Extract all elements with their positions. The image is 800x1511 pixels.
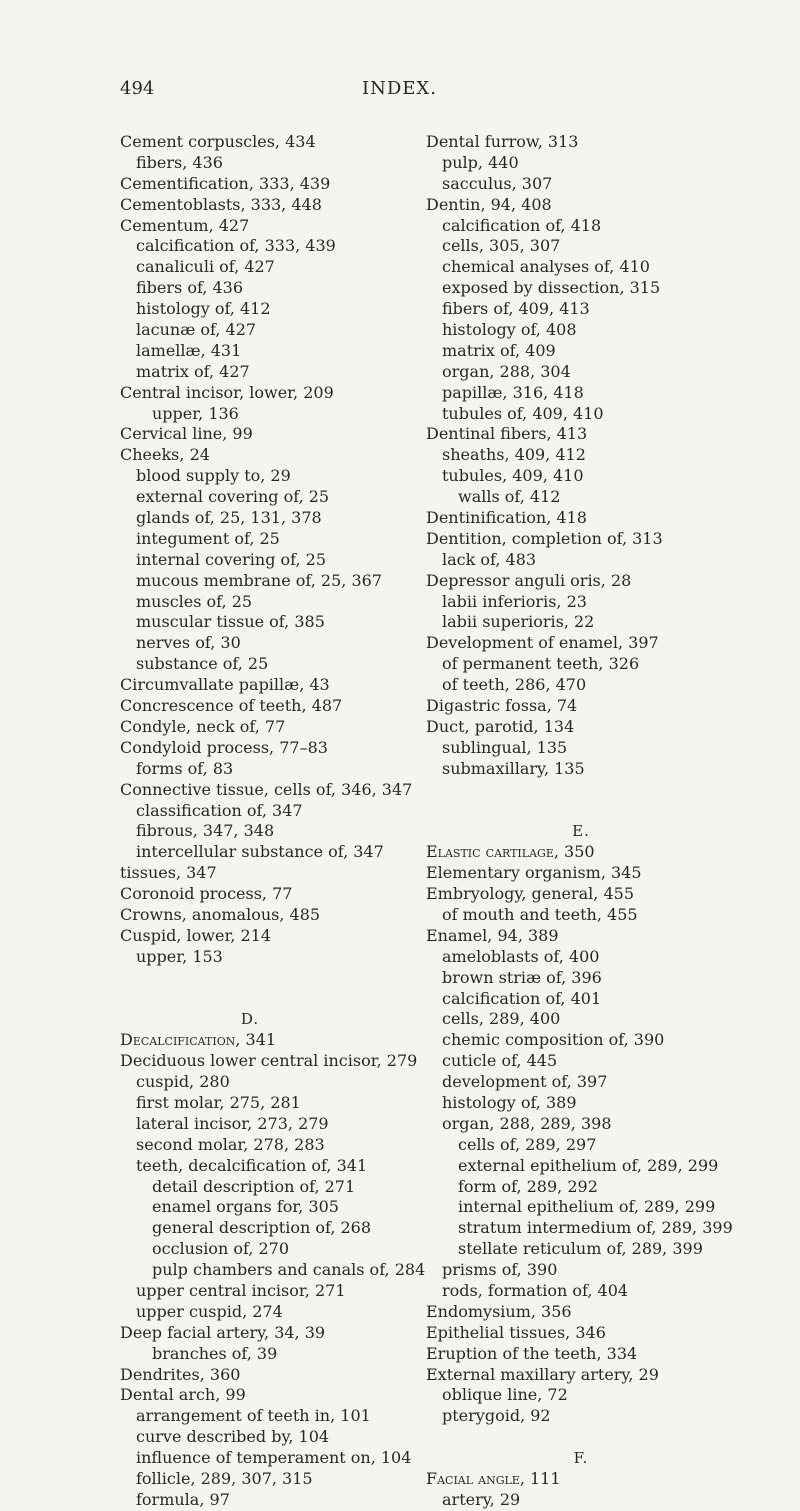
index-entry: Circumvallate papillæ, 43 xyxy=(120,675,330,695)
index-subentry: formula, 97 xyxy=(136,1489,230,1509)
index-subentry: first molar, 275, 281 xyxy=(136,1092,301,1112)
index-subentry: lacunæ of, 427 xyxy=(136,320,257,340)
index-entry: Cheeks, 24 xyxy=(120,445,210,465)
index-entry: Dentin, 94, 408 xyxy=(426,194,552,214)
section-spacer xyxy=(426,1427,746,1448)
index-subentry: organ, 288, 289, 398 xyxy=(442,1113,612,1133)
index-entry: Cervical line, 99 xyxy=(120,424,253,444)
index-subentry: lamellæ, 431 xyxy=(136,340,242,360)
index-subentry: labii inferioris, 23 xyxy=(442,591,587,611)
index-entry: Cementoblasts, 333, 448 xyxy=(120,194,322,214)
index-subentry: internal epithelium of, 289, 299 xyxy=(458,1197,716,1217)
index-subentry: detail description of, 271 xyxy=(152,1176,356,1196)
index-entry: Development of enamel, 397 xyxy=(426,633,659,653)
index-subentry: of permanent teeth, 326 xyxy=(442,654,640,674)
index-entry: Connective tissue, cells of, 346, 347 xyxy=(120,779,413,799)
index-entry: Endomysium, 356 xyxy=(426,1301,572,1321)
index-entry: Elementary organism, 345 xyxy=(426,863,642,883)
index-subentry: fibrous, 347, 348 xyxy=(136,821,275,841)
index-subentry: internal covering of, 25 xyxy=(136,549,327,569)
index-entry: Crowns, anomalous, 485 xyxy=(120,904,321,924)
index-subentry: fibers of, 409, 413 xyxy=(442,299,590,319)
index-entry: Duct, parotid, 134 xyxy=(426,716,575,736)
index-subentry: fibers of, 436 xyxy=(136,278,244,298)
page-number: 494 xyxy=(120,78,155,99)
index-subentry: second molar, 278, 283 xyxy=(136,1134,325,1154)
index-subentry: nerves of, 30 xyxy=(136,633,241,653)
index-subentry: cuticle of, 445 xyxy=(442,1051,558,1071)
index-column-right xyxy=(426,132,746,1511)
index-subentry: matrix of, 427 xyxy=(136,361,250,381)
index-subentry: of teeth, 286, 470 xyxy=(442,675,587,695)
index-entry: Elastic cartilage, 350 xyxy=(426,842,595,862)
index-subentry: oblique line, 72 xyxy=(442,1385,568,1405)
section-spacer xyxy=(426,780,746,822)
index-subentry: histology of, 412 xyxy=(136,299,271,319)
index-entry: Dentition, completion of, 313 xyxy=(426,528,663,548)
index-entry: Enamel, 94, 389 xyxy=(426,925,559,945)
index-subentry: cells, 305, 307 xyxy=(442,236,561,256)
index-subentry: classification of, 347 xyxy=(136,800,303,820)
index-entry: Dental arch, 99 xyxy=(120,1385,246,1405)
index-entry: Facial angle, 111 xyxy=(426,1469,561,1489)
index-subentry: cells of, 289, 297 xyxy=(458,1134,597,1154)
index-entry: Epithelial tissues, 346 xyxy=(426,1322,606,1342)
index-subentry: calcification of, 333, 439 xyxy=(136,236,336,256)
index-subentry: upper cuspid, 274 xyxy=(136,1301,283,1321)
index-subentry: form of, 289, 292 xyxy=(458,1176,598,1196)
index-entry: Dentinification, 418 xyxy=(426,508,587,528)
index-entry: Coronoid process, 77 xyxy=(120,884,293,904)
index-subentry: prisms of, 390 xyxy=(442,1260,558,1280)
index-subentry: lack of, 483 xyxy=(442,549,537,569)
index-subentry: arrangement of teeth in, 101 xyxy=(136,1406,371,1426)
index-subentry: ameloblasts of, 400 xyxy=(442,946,600,966)
index-subentry: forms of, 83 xyxy=(136,758,234,778)
index-subentry: calcification of, 401 xyxy=(442,988,602,1008)
index-entry: Deciduous lower central incisor, 279 xyxy=(120,1051,418,1071)
index-entry: Depressor anguli oris, 28 xyxy=(426,570,632,590)
index-subentry: intercellular substance of, 347 xyxy=(136,842,384,862)
index-entry: Dendrites, 360 xyxy=(120,1364,241,1384)
index-subentry: muscles of, 25 xyxy=(136,591,253,611)
index-subentry: external covering of, 25 xyxy=(136,487,330,507)
index-entry: Embryology, general, 455 xyxy=(426,884,634,904)
index-subentry: stratum intermedium of, 289, 399 xyxy=(458,1218,733,1238)
index-entry: Eruption of the teeth, 334 xyxy=(426,1343,638,1363)
index-subentry: calcification of, 418 xyxy=(442,215,602,235)
index-subentry: mucous membrane of, 25, 367 xyxy=(136,570,382,590)
index-subentry: follicle, 289, 307, 315 xyxy=(136,1469,313,1489)
index-subentry: cuspid, 280 xyxy=(136,1072,230,1092)
index-subentry: integument of, 25 xyxy=(136,528,280,548)
index-subentry: chemic composition of, 390 xyxy=(442,1030,665,1050)
index-subentry: brown striæ of, 396 xyxy=(442,967,602,987)
index-subentry: sheaths, 409, 412 xyxy=(442,445,586,465)
index-subentry: blood supply to, 29 xyxy=(136,466,291,486)
index-subentry: pterygoid, 92 xyxy=(442,1406,551,1426)
index-subentry: tubules, 409, 410 xyxy=(442,466,584,486)
index-subentry: external epithelium of, 289, 299 xyxy=(458,1155,719,1175)
index-subentry: artery, 29 xyxy=(442,1489,521,1509)
index-subentry: histology of, 389 xyxy=(442,1092,577,1112)
index-subentry: sacculus, 307 xyxy=(442,173,553,193)
index-subentry: development of, 397 xyxy=(442,1072,608,1092)
section-heading: E. xyxy=(572,822,590,841)
index-entry: Cement corpuscles, 434 xyxy=(120,132,316,151)
index-subentry: occlusion of, 270 xyxy=(152,1239,290,1259)
index-subentry: chemical analyses of, 410 xyxy=(442,257,650,277)
index-subentry: histology of, 408 xyxy=(442,320,577,340)
index-subentry: lateral incisor, 273, 279 xyxy=(136,1113,329,1133)
index-column-left xyxy=(120,132,426,1511)
index-entry: Concrescence of teeth, 487 xyxy=(120,696,343,716)
index-subentry: submaxillary, 135 xyxy=(442,758,585,778)
index-subentry: canaliculi of, 427 xyxy=(136,257,275,277)
index-entry: Condyloid process, 77–83 xyxy=(120,737,328,757)
index-entry: Decalcification, 341 xyxy=(120,1030,277,1050)
index-subentry: cells, 289, 400 xyxy=(442,1009,561,1029)
index-entry: Cementum, 427 xyxy=(120,215,250,235)
index-subentry: fibers, 436 xyxy=(136,152,223,172)
index-subentry: upper central incisor, 271 xyxy=(136,1281,346,1300)
index-entry: Cementification, 333, 439 xyxy=(120,173,331,193)
index-subentry: of mouth and teeth, 455 xyxy=(442,904,638,924)
index-entry: Dentinal fibers, 413 xyxy=(426,424,588,444)
index-entry: tissues, 347 xyxy=(120,863,217,883)
index-subentry: tubules of, 409, 410 xyxy=(442,403,604,423)
section-heading: F. xyxy=(573,1449,589,1468)
index-entry: Digastric fossa, 74 xyxy=(426,696,578,716)
index-subentry: pulp, 440 xyxy=(442,152,519,172)
index-subentry: exposed by dissection, 315 xyxy=(442,278,661,298)
index-entry: Central incisor, lower, 209 xyxy=(120,382,334,402)
section-heading: D. xyxy=(240,1010,260,1029)
index-subentry: rods, formation of, 404 xyxy=(442,1281,629,1300)
index-subentry: branches of, 39 xyxy=(152,1343,278,1363)
index-subentry: substance of, 25 xyxy=(136,654,269,674)
index-entry: Condyle, neck of, 77 xyxy=(120,716,286,736)
index-subentry: sublingual, 135 xyxy=(442,737,568,757)
index-entry: Cuspid, lower, 214 xyxy=(120,925,272,945)
index-entry: Deep facial artery, 34, 39 xyxy=(120,1322,326,1342)
index-subentry: glands of, 25, 131, 378 xyxy=(136,508,322,528)
index-subentry: general description of, 268 xyxy=(152,1218,372,1238)
index-subentry: stellate reticulum of, 289, 399 xyxy=(458,1239,703,1259)
index-subentry: organ, 288, 304 xyxy=(442,361,571,381)
index-subentry: papillæ, 316, 418 xyxy=(442,382,584,402)
running-head: INDEX. xyxy=(362,78,437,99)
index-subentry: pulp chambers and canals of, 284 xyxy=(152,1260,426,1280)
index-subentry: labii superioris, 22 xyxy=(442,612,595,632)
index-subentry: walls of, 412 xyxy=(458,487,561,507)
index-subentry: matrix of, 409 xyxy=(442,340,556,360)
section-spacer xyxy=(120,968,420,1010)
index-subentry: upper, 136 xyxy=(152,403,239,423)
index-subentry: upper, 153 xyxy=(136,946,223,966)
index-subentry: influence of temperament on, 104 xyxy=(136,1448,412,1468)
index-subentry: muscular tissue of, 385 xyxy=(136,612,325,632)
index-subentry: teeth, decalcification of, 341 xyxy=(136,1155,368,1175)
index-subentry: enamel organs for, 305 xyxy=(152,1197,339,1217)
page-header xyxy=(0,78,800,104)
index-entry: Dental furrow, 313 xyxy=(426,132,579,151)
index-entry: External maxillary artery, 29 xyxy=(426,1364,659,1384)
index-subentry: curve described by, 104 xyxy=(136,1427,330,1447)
